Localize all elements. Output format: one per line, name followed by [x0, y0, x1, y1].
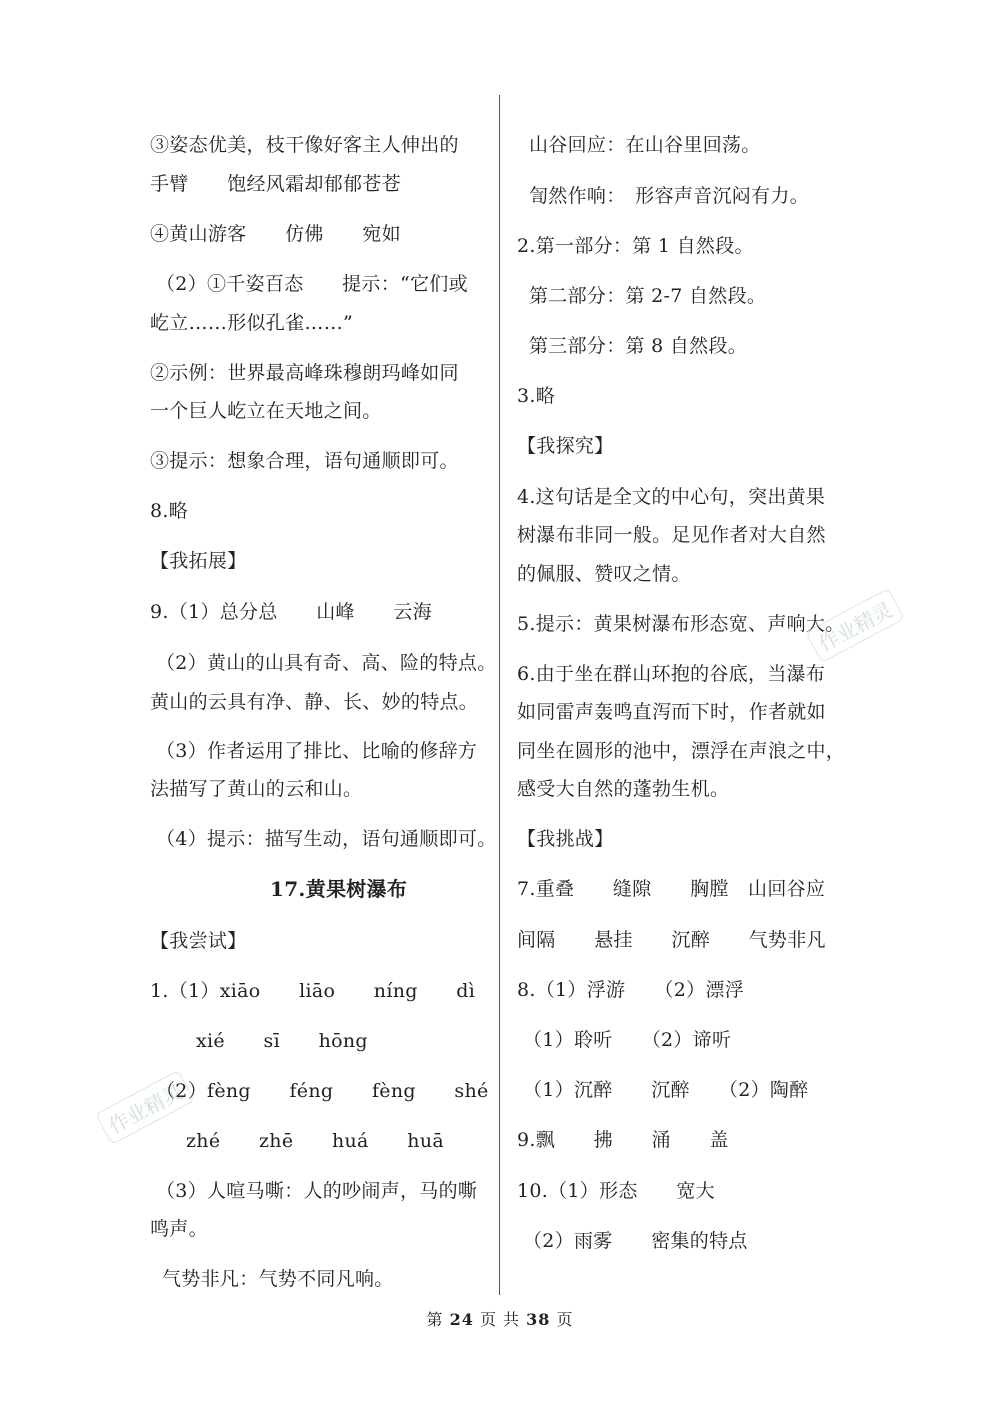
- text-line: 鸣声。: [150, 1218, 208, 1240]
- text-line: （2）雨雾 密集的特点: [523, 1230, 748, 1252]
- text-line: zhé zhē huá huā: [186, 1130, 444, 1152]
- text-line: 訇然作响： 形容声音沉闷有力。: [529, 185, 810, 207]
- text-line: ③姿态优美，枝干像好客主人伸出的: [150, 134, 459, 156]
- text-line: 一个巨人屹立在天地之间。: [150, 400, 382, 422]
- text-line: 8.略: [150, 500, 189, 522]
- text-line: ④黄山游客 仿佛 宛如: [150, 223, 401, 245]
- text-line: 同坐在圆形的池中，漂浮在声浪之中，: [517, 740, 846, 762]
- text-line: ③提示：想象合理，语句通顺即可。: [150, 450, 459, 472]
- text-line: 屹立……形似孔雀……”: [150, 312, 354, 334]
- text-line: （1）聆听 （2）谛听: [523, 1029, 732, 1051]
- text-line: （2）黄山的山具有奇、高、险的特点。: [156, 652, 497, 674]
- section-heading: 【我挑战】: [517, 828, 614, 850]
- text-line: 2.第一部分：第 1 自然段。: [517, 235, 754, 257]
- text-line: xié sī hōng: [196, 1030, 368, 1052]
- text-line: 第三部分：第 8 自然段。: [529, 335, 748, 357]
- text-line: 10.（1）形态 宽大: [517, 1180, 715, 1202]
- text-line: 9.（1）总分总 山峰 云海: [150, 601, 433, 623]
- watermark: 作业精灵: [95, 1070, 194, 1145]
- text-line: 间隔 悬挂 沉醉 气势非凡: [517, 929, 826, 951]
- text-line: 7.重叠 缝隙 胸膛 山回谷应: [517, 878, 826, 900]
- text-line: 感受大自然的蓬勃生机。: [517, 778, 730, 800]
- section-heading: 【我探究】: [517, 435, 614, 457]
- page-footer: [0, 1310, 1000, 1330]
- text-line: 的佩服、赞叹之情。: [517, 563, 691, 585]
- footer-middle: 页 共: [479, 1310, 521, 1329]
- current-page-number: 24: [449, 1310, 474, 1329]
- text-line: 6.由于坐在群山环抱的谷底，当瀑布: [517, 663, 826, 685]
- text-line: 气势非凡：气势不同凡响。: [162, 1268, 394, 1290]
- text-line: 1.（1）xiāo liāo níng dì: [150, 980, 476, 1002]
- footer-suffix: 页: [556, 1310, 574, 1329]
- watermark: 作业精灵: [805, 588, 904, 663]
- text-line: 手臂 饱经风霜却郁郁苍苍: [150, 173, 401, 195]
- text-line: 山谷回应：在山谷里回荡。: [529, 134, 761, 156]
- text-line: 树瀑布非同一般。足见作者对大自然: [517, 524, 826, 546]
- total-page-count: 38: [526, 1310, 551, 1329]
- text-line: 如同雷声轰鸣直泻而下时，作者就如: [517, 701, 826, 723]
- text-line: （3）人喧马嘶：人的吵闹声，马的嘶: [156, 1180, 478, 1202]
- text-line: （2）①千姿百态 提示：“它们或: [156, 273, 468, 295]
- text-line: 法描写了黄山的云和山。: [150, 778, 363, 800]
- text-line: 5.提示：黄果树瀑布形态宽、声响大。: [517, 613, 845, 635]
- text-line: （1）沉醉 沉醉 （2）陶醉: [523, 1079, 809, 1101]
- footer-prefix: 第: [426, 1310, 444, 1329]
- text-line: 黄山的云具有净、静、长、妙的特点。: [150, 691, 479, 713]
- section-heading: 【我尝试】: [150, 930, 247, 952]
- text-line: （2）fèng féng fèng shé: [156, 1080, 489, 1102]
- section-heading: 【我拓展】: [150, 550, 247, 572]
- column-divider: [499, 95, 500, 1295]
- text-line: （3）作者运用了排比、比喻的修辞方: [156, 740, 478, 762]
- text-line: 3.略: [517, 385, 556, 407]
- text-line: 4.这句话是全文的中心句，突出黄果: [517, 486, 826, 508]
- text-line: （4）提示：描写生动，语句通顺即可。: [156, 828, 497, 850]
- text-line: 9.飘 拂 涌 盖: [517, 1129, 729, 1151]
- lesson-title: 17.黄果树瀑布: [270, 877, 408, 901]
- text-line: 第二部分：第 2-7 自然段。: [529, 285, 767, 307]
- text-line: ②示例：世界最高峰珠穆朗玛峰如同: [150, 362, 459, 384]
- text-line: 8.（1）浮游 （2）漂浮: [517, 979, 745, 1001]
